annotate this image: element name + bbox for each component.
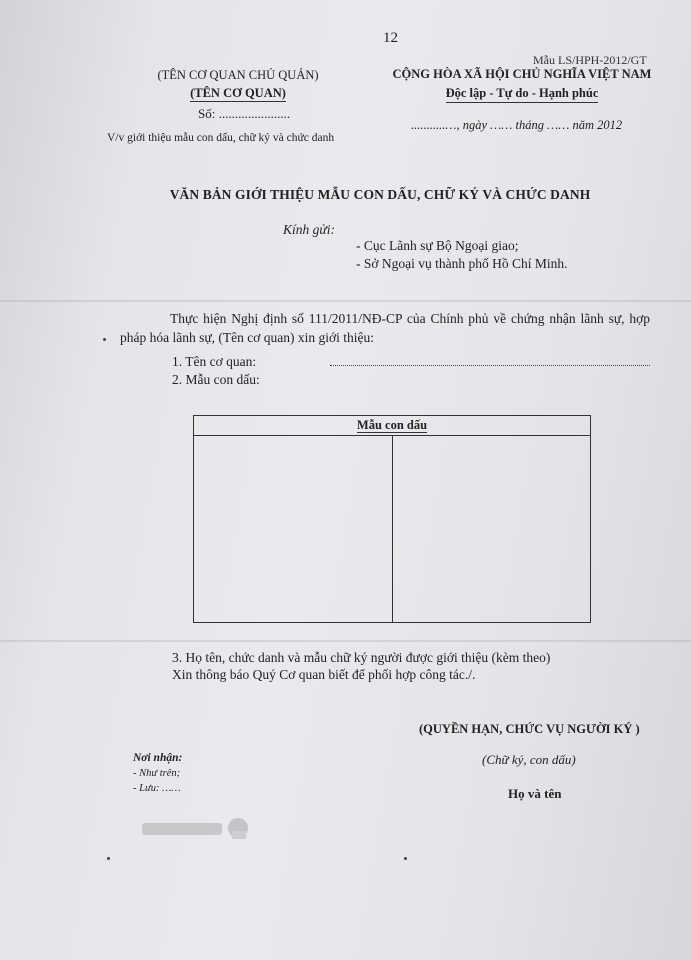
signer-authority: (QUYỀN HẠN, CHỨC VỤ NGƯỜI KÝ ): [419, 722, 640, 736]
dateline: ...........…, ngày …… tháng …… năm 2012: [411, 118, 623, 132]
item-seal-sample: 2. Mẫu con dấu:: [172, 372, 260, 387]
signature-note: (Chữ ký, con dấu): [482, 752, 576, 767]
national-motto-text: Độc lập - Tự do - Hạnh phúc: [446, 86, 599, 103]
punch-mark: [107, 857, 110, 860]
item-agency-name: 1. Tên cơ quan:: [172, 354, 257, 369]
fill-in-dotted-line: [330, 365, 650, 366]
punch-mark: [103, 338, 106, 341]
seal-cell-right: [392, 436, 591, 622]
recipient-1: - Cục Lãnh sự Bộ Ngoại giao;: [356, 238, 519, 253]
seal-sample-table: [193, 415, 591, 623]
document-number: Số: ......................: [198, 106, 291, 121]
parent-agency: (TÊN CƠ QUAN CHỦ QUẢN): [157, 68, 319, 82]
closing-sentence: Xin thông báo Quý Cơ quan biết để phối hợp công tác./.: [172, 667, 476, 682]
recipient-2: - Sở Ngoại vụ thành phố Hồ Chí Minh.: [356, 256, 568, 271]
page-number: 12: [383, 30, 398, 46]
item-signatory: 3. Họ tên, chức danh và mẫu chữ ký người được giới thiệu (kèm theo): [172, 650, 551, 665]
seal-cell-left: [194, 436, 392, 622]
seal-table-header-text: Mẫu con dấu: [356, 418, 428, 432]
signer-full-name: Họ và tên: [508, 786, 562, 801]
punch-mark: [404, 857, 407, 860]
national-motto: [391, 86, 653, 101]
agency-name: [143, 86, 333, 101]
subject-line: V/v giới thiệu mẫu con dấu, chữ ký và chức danh: [107, 132, 335, 144]
faded-logo-watermark-icon: [140, 815, 255, 843]
form-code: Mẫu LS/HPH-2012/GT: [533, 53, 647, 67]
national-title: CỘNG HÒA XÃ HỘI CHỦ NGHĨA VIỆT NAM: [392, 67, 652, 81]
document-title: VĂN BẢN GIỚI THIỆU MẪU CON DẤU, CHỮ KÝ VÀ CHỨC DANH: [169, 187, 591, 202]
distribution-item-1: - Như trên;: [133, 768, 181, 779]
agency-name-text: (TÊN CƠ QUAN): [190, 86, 286, 100]
distribution-label: Nơi nhận:: [133, 752, 183, 764]
greeting: Kính gửi:: [283, 222, 335, 237]
distribution-item-2: - Lưu: ……: [133, 783, 181, 794]
seal-table-header: [194, 416, 590, 436]
paper-fold-line: [0, 640, 691, 642]
body-paragraph: Thực hiện Nghị định số 111/2011/NĐ-CP của Chính phủ về chứng nhận lãnh sự, hợp pháp hóa lãnh sự, (Tên cơ quan) xin giới thiệu:: [120, 311, 650, 345]
paper-fold-line: [0, 300, 691, 302]
